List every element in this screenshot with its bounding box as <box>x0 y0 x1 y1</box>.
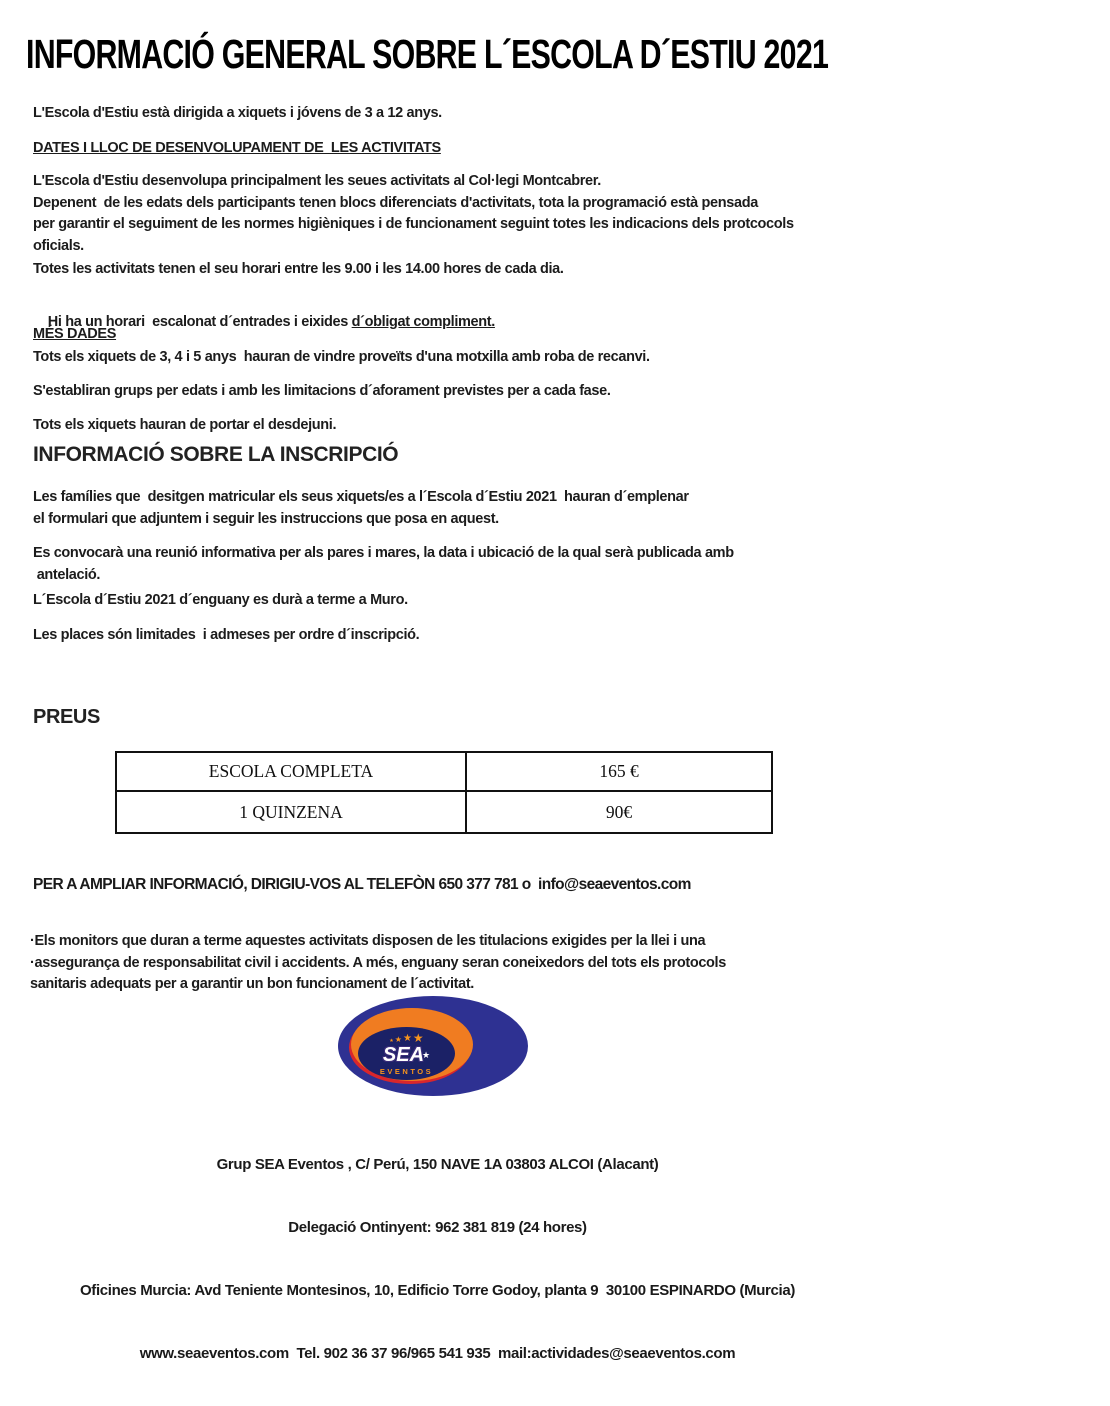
table-row <box>116 791 772 833</box>
motxilla-paragraph: Tots els xiquets de 3, 4 i 5 anys hauran de vindre proveïts d'una motxilla amb roba de recanvi. <box>33 349 650 365</box>
paragraph-line: sanitaris adequats per a garantir un bon funcionament de l´activitat. <box>30 976 474 992</box>
paragraph-line: Es convocarà una reunió informativa per als pares i mares, la data i ubicació de la qual serà publicada amb <box>33 545 734 561</box>
desdejuni-paragraph: Tots els xiquets hauran de portar el desdejuni. <box>33 417 337 433</box>
paragraph-line: oficials. <box>33 237 84 254</box>
logo-sub-text: EVENTOS <box>379 1066 434 1076</box>
star-icon: ★ <box>402 1032 412 1044</box>
paragraph-line: antelació. <box>33 566 101 583</box>
paragraph-line: ·assegurança de responsabilitat civil i accidents. A més, enguany seran coneixedors del tots els protocols <box>30 954 726 971</box>
paragraph-line: per garantir el seguiment de les normes higièniques i de funcionament seguint totes les indicacions dels protcocols <box>33 216 794 232</box>
paragraph-line: L'Escola d'Estiu desenvolupa principalment les seues activitats al Col·legi Montcabrer. <box>33 173 601 189</box>
reunio-paragraph <box>33 543 734 586</box>
footer-line: Grup SEA Eventos , C/ Perú, 150 NAVE 1A 03803 ALCOI (Alacant) <box>216 1156 659 1173</box>
concept-cell: 1 QUINZENA <box>116 791 466 833</box>
monitors-paragraph <box>30 931 726 996</box>
logo-stars <box>389 1032 423 1044</box>
star-icon: ★ <box>412 1030 424 1045</box>
star-icon: ★ <box>394 1034 402 1044</box>
section-heading-mes-dades: MÉS DADES <box>33 326 117 342</box>
concept-cell: ESCOLA COMPLETA <box>116 752 466 791</box>
star-icon: ★ <box>389 1037 394 1044</box>
muro-paragraph: L´Escola d´Estiu 2021 d´enguany es durà a terme a Muro. <box>33 592 408 608</box>
grups-paragraph: S'establiran grups per edats i amb les limitacions d´aforament previstes per a cada fase. <box>33 383 611 399</box>
paragraph-line: el formulari que adjuntem i seguir les instruccions que posa en aquest. <box>33 510 499 527</box>
horari-paragraph: Totes les activitats tenen el seu horari entre les 9.00 i les 14.00 hores de cada dia. <box>33 261 564 277</box>
footer <box>0 1112 875 1406</box>
paragraph-line: Depenent de les edats dels participants tenen blocs diferenciats d'activitats, tota la programació està pensada <box>33 194 758 211</box>
places-paragraph: Les places són limitades i admeses per ordre d´inscripció. <box>33 627 420 643</box>
escalonat-underlined-text: d´obligat compliment. <box>351 313 495 330</box>
footer-line: Delegació Ontinyent: 962 381 819 (24 hores) <box>288 1219 587 1236</box>
price-cell: 165 € <box>466 752 772 791</box>
star-icon: ★ <box>422 1049 431 1060</box>
table-row <box>116 752 772 791</box>
paragraph-line: ·Els monitors que duran a terme aquestes activitats disposen de les titulacions exigides per la llei i una <box>30 933 706 949</box>
dates-paragraph <box>33 171 794 257</box>
price-cell: 90€ <box>466 791 772 833</box>
footer-line: www.seaeventos.com Tel. 902 36 37 96/965 541 935 mail:actividades@seaeventos.com <box>139 1345 736 1362</box>
logo-brand-text: SEA <box>382 1043 425 1066</box>
contact-line: PER A AMPLIAR INFORMACIÓ, DIRIGIU-VOS AL TELEFÒN 650 377 781 o info@seaeventos.com <box>33 876 691 893</box>
section-heading-dates: DATES I LLOC DE DESENVOLUPAMENT DE LES ACTIVITATS <box>33 140 441 156</box>
families-paragraph <box>33 487 689 530</box>
intro-paragraph: L'Escola d'Estiu està dirigida a xiquets i jóvens de 3 a 12 anys. <box>33 105 442 121</box>
page-title: INFORMACIÓ GENERAL SOBRE L´ESCOLA D´ESTIU 2021 <box>26 31 829 77</box>
paragraph-line: Les famílies que desitgen matricular els seus xiquets/es a l´Escola d´Estiu 2021 hauran d´emplenar <box>33 489 689 505</box>
prices-table <box>115 751 773 834</box>
sea-eventos-logo <box>338 996 528 1096</box>
section-heading-preus: PREUS <box>33 706 100 728</box>
logo-inner-ellipse <box>358 1027 455 1080</box>
footer-line: Oficines Murcia: Avd Teniente Montesinos, 10, Edificio Torre Godoy, planta 9 30100 ESPINARDO (Murcia) <box>79 1282 795 1299</box>
escalonat-text: Hi ha un horari escalonat d´entrades i eixides <box>47 313 352 330</box>
section-heading-inscripcio: INFORMACIÓ SOBRE LA INSCRIPCIÓ <box>33 443 399 466</box>
